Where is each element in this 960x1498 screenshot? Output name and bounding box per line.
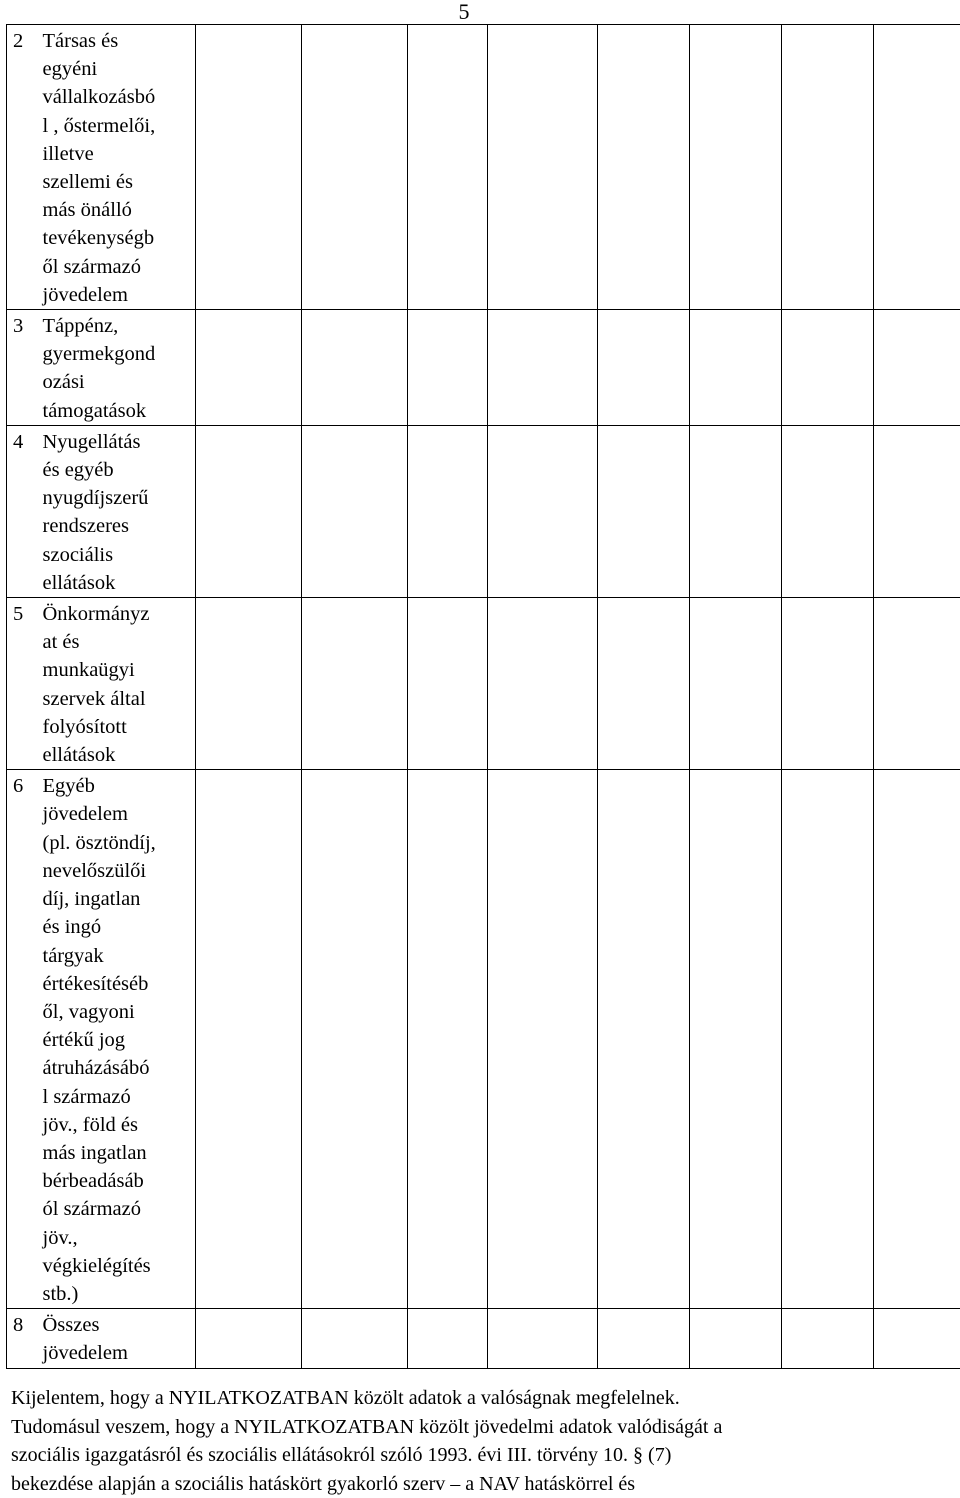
- table-row: [7, 25, 960, 310]
- table-cell: [302, 310, 408, 426]
- table-cell: [598, 1309, 690, 1368]
- table-cell: [488, 1309, 598, 1368]
- table-cell: [302, 770, 408, 1309]
- table-cell: [488, 770, 598, 1309]
- table-cell: [408, 310, 488, 426]
- table-row: [7, 1309, 960, 1368]
- table-row: [7, 425, 960, 597]
- declaration-line: Tudomásul veszem, hogy a NYILATKOZATBAN közölt jövedelmi adatok valódiságát a: [11, 1415, 723, 1438]
- table-cell: [874, 770, 960, 1309]
- declaration-line: bekezdése alapján a szociális hatáskört gyakorló szerv – a NAV hatáskörrel és: [11, 1472, 636, 1495]
- table-row: [7, 598, 960, 770]
- table-cell: [690, 25, 782, 310]
- row-label: Önkormányz at és munkaügyi szervek által folyósított ellátások: [41, 598, 196, 770]
- table-row: [7, 310, 960, 426]
- table-cell: [782, 25, 874, 310]
- table-cell: [690, 310, 782, 426]
- table-cell: [598, 770, 690, 1309]
- row-number: 4: [7, 425, 41, 597]
- income-table: [6, 24, 960, 1369]
- table-cell: [598, 598, 690, 770]
- table-cell: [782, 425, 874, 597]
- row-number: 3: [7, 310, 41, 426]
- table-cell: [690, 770, 782, 1309]
- declaration-paragraph: [11, 1384, 951, 1498]
- row-label: Nyugellátás és egyéb nyugdíjszerű rendszeres szociális ellátások: [41, 425, 196, 597]
- row-number: 8: [7, 1309, 41, 1368]
- table-cell: [488, 310, 598, 426]
- table-cell: [408, 1309, 488, 1368]
- table-cell: [690, 1309, 782, 1368]
- table-cell: [196, 598, 302, 770]
- table-cell: [874, 598, 960, 770]
- table-cell: [196, 1309, 302, 1368]
- table-cell: [488, 598, 598, 770]
- table-cell: [874, 425, 960, 597]
- row-number: 2: [7, 25, 41, 310]
- table-cell: [196, 25, 302, 310]
- row-label: Társas és egyéni vállalkozásbó l , őstermelői, illetve szellemi és más önálló tevékenységb ől származó jövedelem: [41, 25, 196, 310]
- page-number: 5: [458, 0, 470, 24]
- table-cell: [488, 425, 598, 597]
- table-cell: [302, 1309, 408, 1368]
- row-label: Egyéb jövedelem (pl. ösztöndíj, nevelőszülői díj, ingatlan és ingó tárgyak értékesítéséb ől, vagyoni értékű jog átruházásábó l származó jöv., föld és más ingatlan bérbeadásáb ól származó jöv., végkielégítés stb.): [41, 770, 196, 1309]
- row-number: 5: [7, 598, 41, 770]
- table-cell: [302, 598, 408, 770]
- table-cell: [196, 770, 302, 1309]
- table-cell: [782, 1309, 874, 1368]
- table-cell: [196, 310, 302, 426]
- table-cell: [302, 425, 408, 597]
- table-cell: [408, 598, 488, 770]
- table-cell: [874, 25, 960, 310]
- table-cell: [782, 310, 874, 426]
- table-cell: [408, 25, 488, 310]
- table-cell: [598, 310, 690, 426]
- declaration-line: szociális igazgatásról és szociális ellátásokról szóló 1993. évi III. törvény 10. § (7): [11, 1444, 672, 1467]
- table-row: [7, 770, 960, 1309]
- table-cell: [302, 25, 408, 310]
- table-cell: [408, 770, 488, 1309]
- table-cell: [782, 770, 874, 1309]
- table-cell: [196, 425, 302, 597]
- row-label: Táppénz, gyermekgond ozási támogatások: [41, 310, 196, 426]
- table-cell: [598, 425, 690, 597]
- table-cell: [598, 25, 690, 310]
- table-cell: [690, 425, 782, 597]
- table-cell: [690, 598, 782, 770]
- declaration-line: Kijelentem, hogy a NYILATKOZATBAN közölt adatok a valóságnak megfelelnek.: [11, 1387, 680, 1409]
- row-number: 6: [7, 770, 41, 1309]
- table-cell: [782, 598, 874, 770]
- table-cell: [874, 310, 960, 426]
- row-label: Összes jövedelem: [41, 1309, 196, 1368]
- table-cell: [408, 425, 488, 597]
- table-cell: [488, 25, 598, 310]
- table-cell: [874, 1309, 960, 1368]
